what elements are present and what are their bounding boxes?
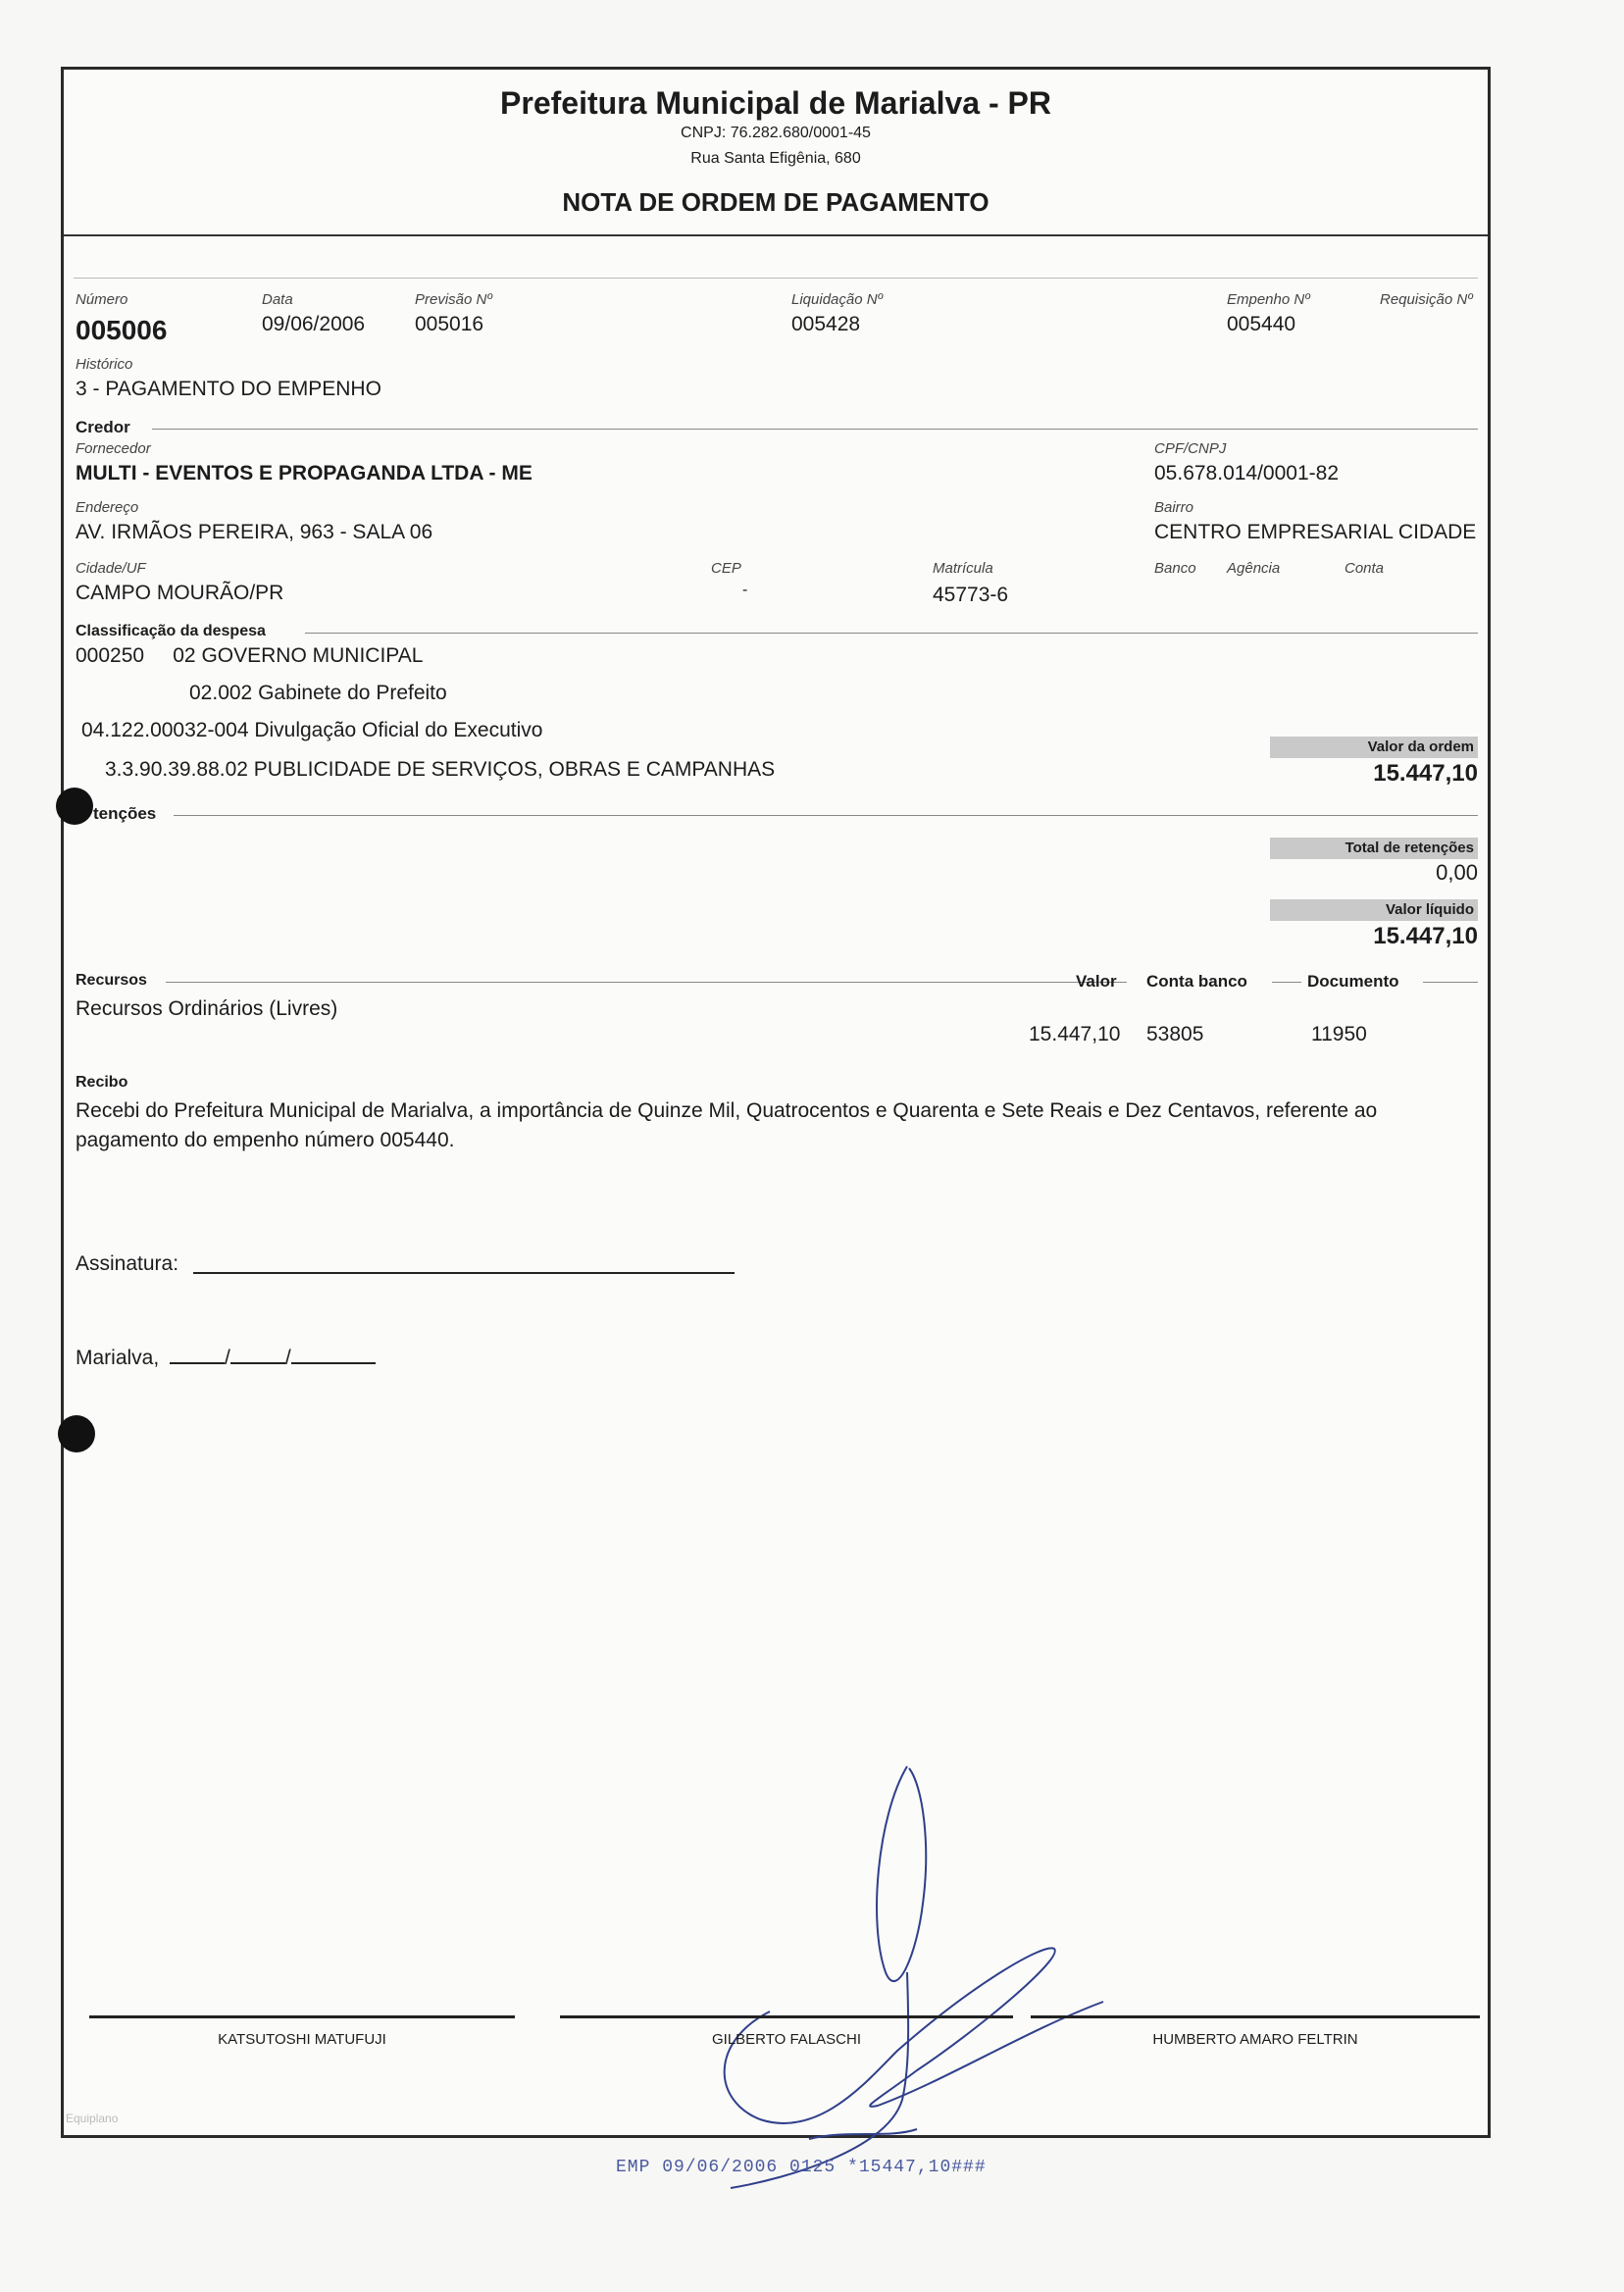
cpf-label: CPF/CNPJ bbox=[1154, 440, 1227, 457]
previsao-value: 005016 bbox=[415, 313, 484, 335]
municipality-title: Prefeitura Municipal de Marialva - PR bbox=[500, 85, 1051, 121]
header-divider bbox=[64, 234, 1488, 236]
classificacao-divider bbox=[305, 633, 1478, 634]
total-retencoes-value: 0,00 bbox=[1436, 860, 1478, 885]
valor-liquido-band bbox=[1270, 899, 1478, 921]
recursos-divider-3 bbox=[1423, 982, 1478, 983]
bank-stamp: EMP 09/06/2006 0125 *15447,10### bbox=[616, 2158, 987, 2177]
classificacao-line-4: 3.3.90.39.88.02 PUBLICIDADE DE SERVIÇOS, OBRAS E CAMPANHAS bbox=[105, 758, 776, 781]
top-divider bbox=[74, 278, 1478, 279]
classificacao-line-3: 04.122.00032-004 Divulgação Oficial do Executivo bbox=[81, 719, 543, 741]
assinatura-line bbox=[193, 1272, 735, 1274]
credor-section-label: Credor bbox=[76, 418, 130, 436]
empenho-value: 005440 bbox=[1227, 313, 1296, 335]
local-label: Marialva, bbox=[76, 1347, 160, 1369]
signatory-2-name: GILBERTO FALASCHI bbox=[712, 2031, 861, 2048]
recursos-fonte: Recursos Ordinários (Livres) bbox=[76, 997, 338, 1020]
valor-ordem-label: Valor da ordem bbox=[1367, 739, 1474, 755]
retencoes-section-label: tenções bbox=[93, 804, 157, 823]
bairro-label: Bairro bbox=[1154, 499, 1194, 516]
document-type-title: NOTA DE ORDEM DE PAGAMENTO bbox=[562, 187, 990, 217]
recursos-documento: 11950 bbox=[1311, 1023, 1367, 1045]
valor-ordem-value: 15.447,10 bbox=[1373, 760, 1478, 787]
numero-value: 005006 bbox=[76, 315, 168, 345]
credor-divider bbox=[152, 429, 1478, 430]
recibo-text-line-1: Recebi do Prefeitura Municipal de Marialva, a importância de Quinze Mil, Quatrocentos e Quarenta e Sete Reais e Dez Centavos, referente ao bbox=[76, 1099, 1378, 1122]
cidade-value: CAMPO MOURÃO/PR bbox=[76, 582, 284, 604]
data-label: Data bbox=[262, 291, 293, 308]
agencia-label: Agência bbox=[1227, 560, 1281, 577]
punch-hole-lower bbox=[58, 1415, 95, 1452]
address-line: Rua Santa Efigênia, 680 bbox=[690, 150, 861, 167]
classificacao-section-label: Classificação da despesa bbox=[76, 623, 266, 639]
numero-label: Número bbox=[76, 291, 128, 308]
recursos-conta-col: Conta banco bbox=[1146, 972, 1247, 991]
payment-order-form bbox=[61, 67, 1491, 2138]
recursos-section-label: Recursos bbox=[76, 972, 147, 989]
banco-label: Banco bbox=[1154, 560, 1196, 577]
signature-line-1 bbox=[89, 2015, 515, 2018]
total-retencoes-label: Total de retenções bbox=[1345, 840, 1474, 856]
recursos-conta: 53805 bbox=[1146, 1023, 1204, 1045]
historico-value: 3 - PAGAMENTO DO EMPENHO bbox=[76, 378, 381, 400]
requisicao-label: Requisição Nº bbox=[1380, 291, 1473, 308]
cpf-value: 05.678.014/0001-82 bbox=[1154, 462, 1340, 484]
matricula-value: 45773-6 bbox=[933, 584, 1009, 606]
recursos-divider bbox=[166, 982, 1127, 983]
retencoes-divider bbox=[174, 815, 1478, 816]
cnpj-line: CNPJ: 76.282.680/0001-45 bbox=[681, 125, 871, 141]
historico-label: Histórico bbox=[76, 356, 133, 373]
matricula-label: Matrícula bbox=[933, 560, 993, 577]
assinatura-label: Assinatura: bbox=[76, 1252, 179, 1275]
classificacao-line-2: 02.002 Gabinete do Prefeito bbox=[189, 682, 447, 704]
valor-ordem-band bbox=[1270, 737, 1478, 758]
punch-hole-upper bbox=[56, 788, 93, 825]
total-retencoes-band bbox=[1270, 838, 1478, 859]
classificacao-line-1: 000250 02 GOVERNO MUNICIPAL bbox=[76, 644, 424, 667]
recursos-valor-col: Valor bbox=[1076, 972, 1117, 991]
data-value: 09/06/2006 bbox=[262, 313, 366, 335]
fornecedor-value: MULTI - EVENTOS E PROPAGANDA LTDA - ME bbox=[76, 462, 533, 484]
bairro-value: CENTRO EMPRESARIAL CIDADE bbox=[1154, 521, 1477, 543]
recursos-valor: 15.447,10 bbox=[1029, 1023, 1121, 1045]
conta-label: Conta bbox=[1345, 560, 1385, 577]
signatory-1-name: KATSUTOSHI MATUFUJI bbox=[218, 2031, 386, 2048]
valor-liquido-value: 15.447,10 bbox=[1373, 923, 1478, 949]
recibo-section-label: Recibo bbox=[76, 1074, 128, 1091]
empenho-label: Empenho Nº bbox=[1227, 291, 1310, 308]
recursos-documento-col: Documento bbox=[1307, 972, 1399, 991]
fornecedor-label: Fornecedor bbox=[76, 440, 151, 457]
cep-value: - bbox=[742, 582, 748, 598]
signature-line-2 bbox=[560, 2015, 1013, 2018]
signature-line-3 bbox=[1031, 2015, 1480, 2018]
liquidacao-value: 005428 bbox=[791, 313, 861, 335]
endereco-label: Endereço bbox=[76, 499, 139, 516]
signatory-3-name: HUMBERTO AMARO FELTRIN bbox=[1152, 2031, 1358, 2048]
recursos-divider-2 bbox=[1272, 982, 1301, 983]
valor-liquido-label: Valor líquido bbox=[1385, 901, 1474, 918]
endereco-value: AV. IRMÃOS PEREIRA, 963 - SALA 06 bbox=[76, 521, 433, 543]
liquidacao-label: Liquidação Nº bbox=[791, 291, 884, 308]
handwritten-signature bbox=[652, 1757, 1162, 2208]
cidade-label: Cidade/UF bbox=[76, 560, 146, 577]
cep-label: CEP bbox=[711, 560, 741, 577]
previsao-label: Previsão Nº bbox=[415, 291, 492, 308]
equiplano-watermark: Equiplano bbox=[66, 2112, 119, 2125]
recibo-text-line-2: pagamento do empenho número 005440. bbox=[76, 1129, 455, 1151]
date-blank[interactable]: / / bbox=[170, 1347, 376, 1370]
